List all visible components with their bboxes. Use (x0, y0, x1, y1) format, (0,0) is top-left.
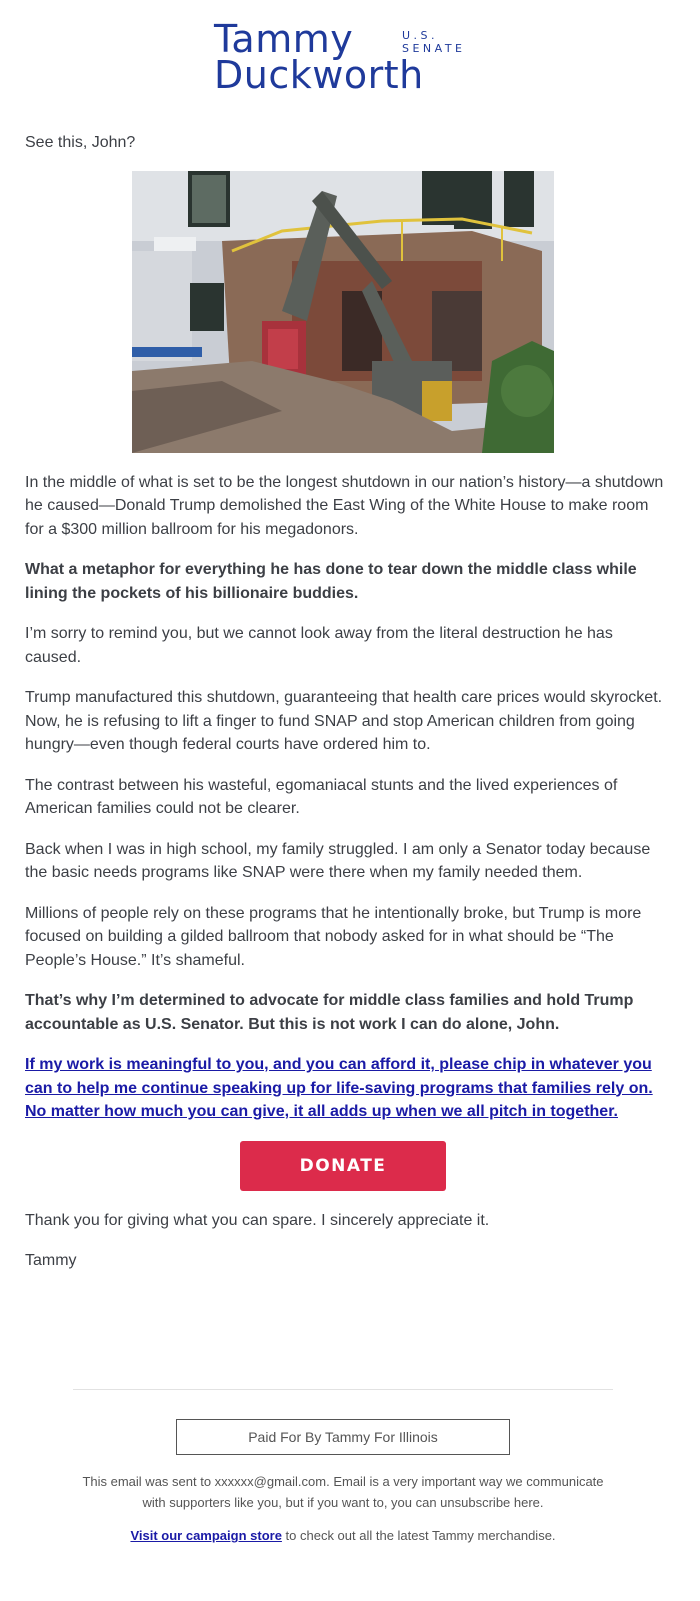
body-paragraph-2: What a metaphor for everything he has done to tear down the middle class while lining the pockets of his billionaire buddies. (25, 561, 637, 602)
paid-for-disclaimer: Paid For By Tammy For Illinois (176, 1419, 510, 1455)
donate-button[interactable]: DONATE (240, 1141, 446, 1191)
thanks-paragraph: Thank you for giving what you can spare. I sincerely appreciate it. (25, 1211, 490, 1229)
footer-sent-note: This email was sent to xxxxxx@gmail.com. Email is a very important way we communicate with supporters like you, but if you want to, you can unsubscribe here. (82, 1474, 604, 1510)
logo-us: U.S. (402, 29, 439, 42)
cta-donate-link[interactable]: If my work is meaningful to you, and you can afford it, please chip in whatever you can to help me continue speaking up for life-saving programs that families rely on. No matter how much you can give, it all adds up when we all pitch in together. (25, 1056, 653, 1120)
logo-first-name: Tammy (214, 17, 354, 61)
logo-last-name: Duckworth (214, 53, 424, 97)
body-paragraph-7: Millions of people rely on these programs that he intentionally broke, but Trump is more focused on building a gilded ballroom that nobody asked for in what should be “The People’s House.” It’s shameful. (25, 904, 642, 969)
body-paragraph-6: Back when I was in high school, my family struggled. I am only a Senator today because the basic needs programs like SNAP were there when my family needed them. (25, 840, 651, 881)
body-paragraph-5: The contrast between his wasteful, egomaniacal stunts and the lived experiences of American families could not be clearer. (25, 776, 618, 817)
campaign-store-link[interactable]: Visit our campaign store (130, 1528, 282, 1543)
email-body (25, 131, 670, 1290)
email-header (0, 17, 700, 97)
demolition-photo (132, 171, 554, 453)
logo-senate: SENATE (402, 42, 466, 55)
body-paragraph-1: In the middle of what is set to be the longest shutdown in our nation’s history—a shutdown he caused—Donald Trump demolished the East Wing of the White House to make room for a $300 million ballroom for his megadonors. (25, 473, 664, 538)
signature: Tammy (25, 1252, 77, 1269)
footer-store-text: to check out all the latest Tammy merchandise. (281, 1528, 556, 1543)
cta-paragraph (25, 1053, 670, 1124)
footer-store-line (75, 1525, 611, 1546)
greeting: See this, John? (25, 134, 136, 151)
footer-divider (73, 1389, 613, 1390)
body-paragraph-3: I’m sorry to remind you, but we cannot look away from the literal destruction he has caused. (25, 625, 613, 666)
body-paragraph-8: That’s why I’m determined to advocate for middle class families and hold Trump accountable as U.S. Senator. But this is not work I can do alone, John. (25, 992, 634, 1033)
donate-button-container (25, 1141, 670, 1191)
body-paragraph-4: Trump manufactured this shutdown, guaranteeing that health care prices would skyrocket. Now, he is refusing to lift a finger to fund SNAP and stop American children from going hungry—even though federal courts have ordered him to. (25, 689, 663, 753)
